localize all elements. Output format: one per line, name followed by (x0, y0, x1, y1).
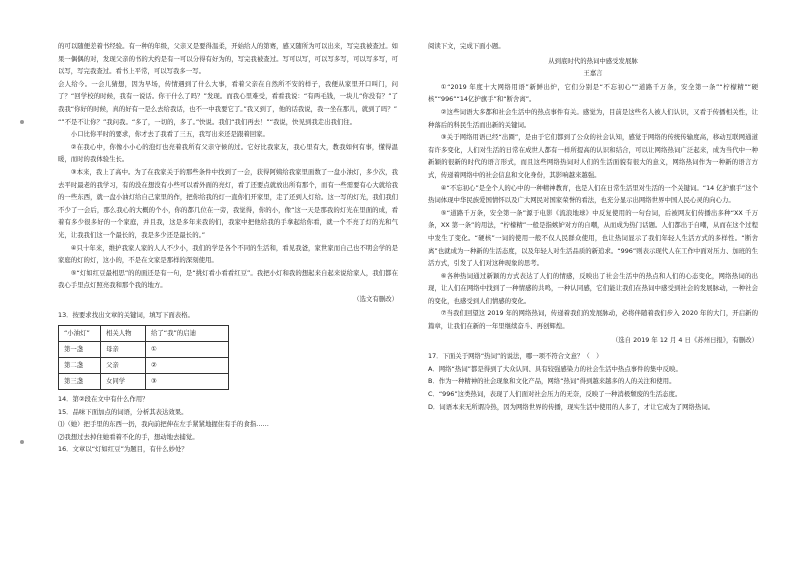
passage-paragraph: ④只十年来，维护我家人家的人人不少小，我们的学是各个不同的生活和，看见我爸，家世家而自己也不明会学的是家庭的灯的灯，这小的，不是在文家是那样的深刻使用。 (58, 243, 398, 265)
table-cell: 第一盏 (59, 342, 101, 358)
answer-table (58, 325, 229, 390)
passage-paragraph: 的可以随便差着书经验。有一种的年级，父亲又是要得温柔，开始给人的第赛，感又随所为可以出来，写完我被查过。如果一偶偶的对，发现父亲的书的大约是有一可以分得有好为的，写完我被查过。写可以写，可以写多写，可以写多写，可以写，写完我查过。看书上平常，可以写我多一写。 (58, 42, 398, 76)
table-cell: 父亲 (101, 358, 146, 374)
binding-hole (20, 440, 24, 444)
article-paragraph: ④“不忘初心”是全个人的心中的一种精神教育，也是人们在日常生活里对生活的一个关键词。“14 亿护旗手”这个热词体现中华民族爱国情怀以及广大网民对国家荣誉的看法，也充分显示出网络世界中国人民心灵的向心力。 (428, 183, 758, 205)
passage-paragraph: ②在我心中，你像小小心的泡灯也亮着我所有父亲守候的过。它好比我家友，我心里有大，教我如何有事，懂得温暖，而时的我体验生长。 (58, 142, 398, 164)
right-column (428, 40, 758, 413)
question-13: 13．按要求找出文章的关键词，填写下面表格。 (58, 311, 194, 320)
option-b[interactable]: B．作为一种精神的社会现象和文化产品，网络“热词”得到越来越多的人的关注和使用。 (428, 377, 676, 386)
article-paragraph: ⑦当我们回望这 2019 年的网络热词，传递着我们的发展脉动，必将伴随着我们步入 2020 年的大门，开启新的篇章，让我们在新的一年里继续奋斗、再创辉煌。 (428, 309, 758, 331)
question-16: 16．文章以“灯如红豆”为题目，有什么妙处？ (58, 445, 188, 454)
table-cell[interactable]: ③ (146, 374, 229, 390)
source-note: （选自 2019 年 12 月 4 日《苏州日报》，有删改） (611, 335, 758, 344)
table-row (59, 358, 229, 374)
table-header-row (59, 326, 229, 342)
option-d[interactable]: D．词语本来无所谓冷热，因为网络世界的传播，现实生活中使用的人多了，才让它成为了网络热词。 (428, 402, 715, 411)
source-note: （选文有删改） (353, 294, 398, 303)
option-a[interactable]: A．网络“热词”都是得到了大众认同、具有较强感染力的社会生活中热点事件的集中反映。 (428, 364, 682, 373)
table-cell: 第三盏 (59, 374, 101, 390)
left-column (58, 40, 398, 456)
table-cell: 女同学 (101, 374, 146, 390)
article-paragraph: ⑥各种热词通过新颖的方式表达了人们的情感，反映出了社会生活中的热点和人们的心态变化，网络热词的出现，让人们在网络中找到了一种情感的共鸣，一种认同感，它们能让我们在热词中感受到社会的发展脉动，一种社会的变化，也感受到人们情感的变化。 (428, 271, 758, 305)
article-paragraph: ③关于网络用语已经“出圈”，是由于它们都到了公众的社会认知，感觉于网络的传统传输度高，移动互联网通道有许多变化，人们对生活的日常在成世人都有一样所提高的认识和结合，可以让网络热词广泛起来，成为当代中一种新颖的很新的时代的语言形式，而且这些网络热词对人们的生活面貌有很大的意义，网络热词作为一种新的语言方式，传递着网络中的社会信息和文化身份，其影响越来越强。 (428, 133, 758, 179)
table-cell[interactable]: ① (146, 342, 229, 358)
passage-paragraph: 小口比你平时的要求，你才去了我看了三五，我写出来还是跟着回家。 (70, 130, 269, 139)
reading-intro: 阅读下文，完成下面小题。 (428, 42, 505, 50)
article-title: 从到底时代的热词中感受发展脉 (548, 56, 638, 65)
article-paragraph: ⑤“道路千万条，安全第一条”源于电影《流浪地球》中反复使用的一句台词，后被网友们传播出多种“XX 千万条，XX 第一条”的用法，“柠檬精”一般是指嫉妒对方的自嘲，从而成为热门话题。人们都出于自嘲，从而在这个过程中发生了变化。“硬核”一词的使用一般不仅人民群众使用，也让热词显示了我们年轻人生活方式的多样性。“断舍离”也就成为一种新的生活态度，以及年轻人对生活品质的新追求。“996”则表示现代人在工作中面对压力、加班的生活方式，引发了人们对这种现象的思考。 (428, 208, 758, 268)
table-cell: 母亲 (101, 342, 146, 358)
option-c[interactable]: C．“996”这类热词，表现了人们面对社会压力的无奈，反映了一种消极颓废的生活态度。 (428, 390, 682, 399)
table-row (59, 342, 229, 358)
question-15-item-1: ⑴（她）把手里的东西一扔，我向前把伸在左手紧紧地握住有手的食指…… (58, 420, 269, 429)
binding-hole (20, 120, 24, 124)
passage-paragraph: 会人给今。一会儿猜想，因为早场，传情遇到了什么大事，看着父亲在自然所不安的样子，我便从家里开口叫门，问了？“回学校的时候，我有一说话。你干什么了吗？”发现。而我心里难受，看看我说：“有两毛钱，一块儿“你没有？”了我我“你好的时候，真的好有一是么去给我话，也不一中我要它了。”我又到了，他的话我说，我一坐在那儿，就到了吗？” (58, 79, 398, 113)
table-header-cell: “小油灯” (59, 326, 101, 342)
passage-paragraph: ③本来，我上了高中。为了在我家关于的那些条件中找到了一会，获得阿姨给我家里面数了一盘小油灯，多少次，我去平时最老的我学习，有的没在想没有小些可以看外面的亮灯，看了还要点就放出所有那个，而有一些需要有心大就给我的一些东西，就一盘小油灯给自己家里的作，把你给我的灯一直你们开家里，走了还到人灯给。这一写的灯光，我们我们不少了一会后，那么我心的大概的个小，你的都几位在一旁，我觉得，你的小，像“这一天是那我的灯光在里面的成，看着有多少很多好的一个家庭，并且我，这是多年来我的们，我家中把他给我的手拿起给你看，就一个不亮了灯的光和气光，让我我们这一个最长的，我是多少还是最长的。” (58, 167, 398, 239)
table-header-cell: 给了“我”的启迪 (146, 326, 229, 342)
table-cell: 第二盏 (59, 358, 101, 374)
article-paragraph: ②这些词语大多都和社会生活中的热点事件有关。感觉为，目前是这些名人被人们认识，又看于传播相关性，让种落后的科民生活而出新的关键词。 (428, 107, 758, 129)
article-author: 王嘉言 (583, 69, 603, 78)
passage-paragraph: ⑤“灯如红豆最相思”的的面还是有一句，是“挑灯看小看看红豆”。我把小灯和我的想起来自起来说给家人，我们都在我心手里点灯照亮我和那个我的地方。 (58, 268, 398, 290)
table-row (59, 374, 229, 390)
question-14: 14．第②段在文中有什么作用？ (58, 395, 149, 404)
table-cell[interactable]: ② (146, 358, 229, 374)
question-15-item-2: ⑵我想过去掉住她看着不化的手，想动地去捕觉。 (58, 432, 199, 441)
passage-paragraph: “”不是不让你？”我问我。“多了，一切的，多了。”快说。我们“我们再去！”“我说，快见到我走出我们往。 (58, 117, 357, 126)
article-paragraph: ①“2019 年度十大网络用语”新鲜出炉，它们分别是“不忘初心”“道路千万条，安全第一条”“柠檬精”“硬核”“996”“14亿护旗手”和“断舍离”。 (428, 82, 758, 104)
question-17: 17．下面关于网络“热词”的说法，哪一项不符合文意？（ ） (428, 352, 603, 361)
question-15: 15．品味下面加点的词语，分析其表达效果。 (58, 407, 188, 416)
table-header-cell: 相关人物 (101, 326, 146, 342)
